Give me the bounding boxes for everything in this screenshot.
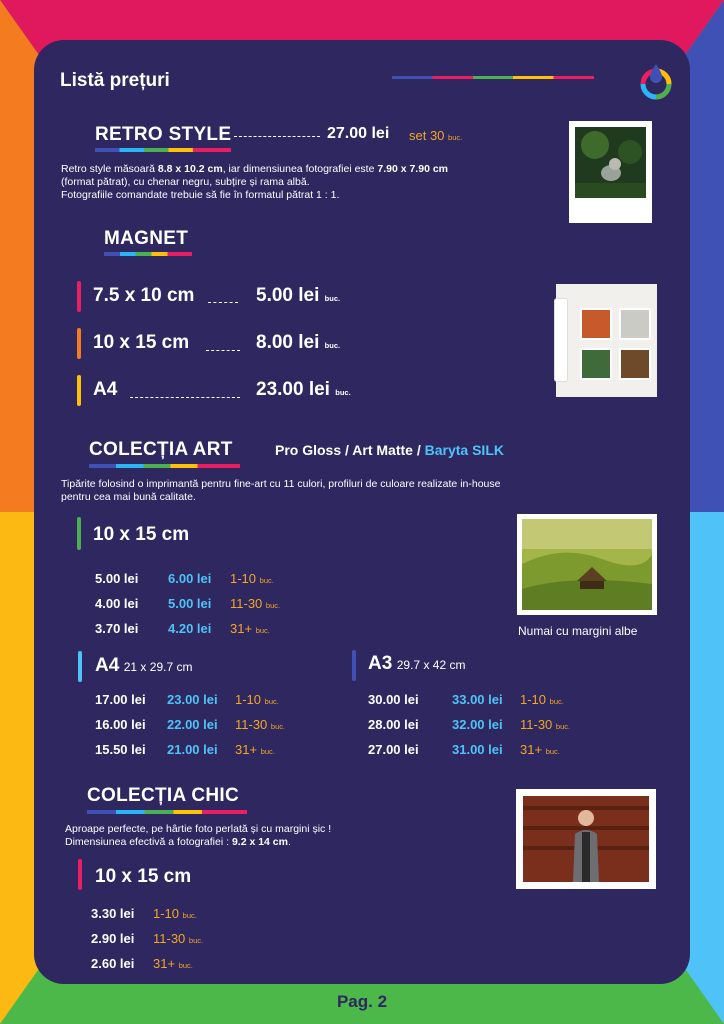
magnet-dots-1 xyxy=(208,302,238,303)
retro-price: 27.00 lei xyxy=(327,125,390,142)
art-photo-caption: Numai cu margini albe xyxy=(518,624,638,638)
magnet-dots-3 xyxy=(130,397,240,398)
art-10x15-size: 10 x 15 cm xyxy=(93,524,190,545)
art-photo xyxy=(517,514,657,615)
magnet-title: MAGNET xyxy=(104,228,189,249)
art-papers: Pro Gloss / Art Matte / Baryta SILK xyxy=(275,442,504,458)
header-rainbow-line xyxy=(392,76,594,79)
magnet-price-2: 8.00 lei buc. xyxy=(256,332,341,353)
chic-underline xyxy=(87,810,247,814)
art-10x15-table: 5.00 lei 6.00 lei 1-10 buc. 4.00 lei 5.00 lei 11-30 buc. 3.70 lei 4.20 lei 31+ buc. xyxy=(95,571,281,636)
art-a4-bar xyxy=(78,651,82,682)
logo-icon xyxy=(638,60,674,100)
magnet-bar-3 xyxy=(77,375,81,406)
chic-bar xyxy=(78,859,82,890)
price-list-card xyxy=(34,40,690,984)
art-title: COLECȚIA ART xyxy=(89,439,233,460)
art-a3-bar xyxy=(352,650,356,681)
magnet-size-1: 7.5 x 10 cm xyxy=(93,285,195,306)
magnet-size-2: 10 x 15 cm xyxy=(93,332,190,353)
magnet-dots-2 xyxy=(206,350,240,351)
retro-set: set 30 buc. xyxy=(409,128,463,143)
magnet-underline xyxy=(104,252,192,256)
retro-title: RETRO STYLE xyxy=(95,124,232,145)
art-a4-table: 17.00 lei 23.00 lei 1-10 buc. 16.00 lei 22.00 lei 11-30 buc. 15.50 lei 21.00 lei 31+ buc. xyxy=(95,692,286,757)
chic-table: 3.30 lei 1-10 buc. 2.90 lei 11-30 buc. 2.60 lei 31+ buc. xyxy=(91,906,204,971)
art-a3-table: 30.00 lei 33.00 lei 1-10 buc. 28.00 lei 32.00 lei 11-30 buc. 27.00 lei 31.00 lei 31+ buc. xyxy=(368,692,571,757)
magnet-size-3: A4 xyxy=(93,379,118,400)
art-underline xyxy=(89,464,240,468)
art-10x15-bar xyxy=(77,517,81,550)
magnet-price-3: 23.00 lei buc. xyxy=(256,379,351,400)
chic-photo xyxy=(516,789,656,889)
art-a4-heading: A4 21 x 29.7 cm xyxy=(95,655,193,676)
chic-title: COLECȚIA CHIC xyxy=(87,785,240,806)
magnet-bar-2 xyxy=(77,328,81,359)
magnet-photo xyxy=(556,284,657,397)
chic-size: 10 x 15 cm xyxy=(95,866,192,887)
art-a3-heading: A3 29.7 x 42 cm xyxy=(368,653,466,674)
retro-underline xyxy=(95,148,231,152)
art-description: Tipărite folosind o imprimantă pentru fine-art cu 11 culori, profiluri de culoare realizate in-house pentru cea mai bună calitate. xyxy=(61,478,501,503)
retro-dots xyxy=(234,136,320,137)
page-title: Listă prețuri xyxy=(60,70,170,91)
retro-description: Retro style măsoară 8.8 x 10.2 cm, iar dimensiunea fotografiei este 7.90 x 7.90 cm (format pătrat), cu chenar negru, subțire și rama albă. Fotografiile comandate trebuie să fie în formatul pătrat 1 : 1. xyxy=(61,163,448,201)
magnet-price-1: 5.00 lei buc. xyxy=(256,285,341,306)
chic-description: Aproape perfecte, pe hârtie foto perlată și cu margini șic ! Dimensiunea efectivă a fotografiei : 9.2 x 14 cm. xyxy=(65,823,332,848)
magnet-bar-1 xyxy=(77,281,81,312)
page-number: Pag. 2 xyxy=(336,992,388,1011)
retro-photo xyxy=(569,121,652,223)
